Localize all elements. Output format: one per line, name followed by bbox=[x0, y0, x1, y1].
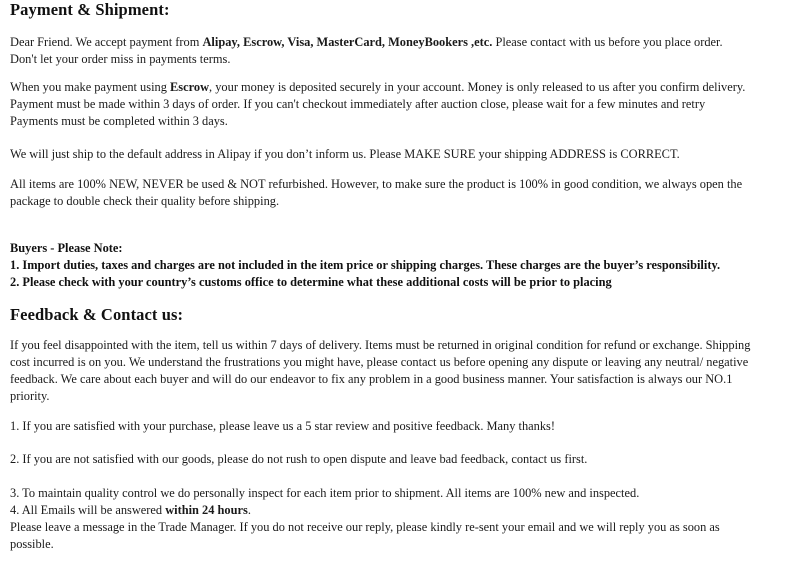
payment-contact-text: Please contact with us before you place order. bbox=[492, 35, 723, 49]
buyers-note-item-1: 1. Import duties, taxes and charges are not included in the item price or shipping charges. These charges are the buyer’s responsibility. bbox=[10, 258, 721, 272]
feedback-item-4-text bbox=[10, 502, 778, 519]
feedback-policy-line-1: If you feel disappointed with the item, tell us within 7 days of delivery. Items must be returned in original condition for refund or exchange. Shipping bbox=[10, 338, 751, 352]
item-condition-paragraph bbox=[10, 176, 778, 210]
escrow-line bbox=[10, 79, 778, 96]
feedback-policy-paragraph bbox=[10, 337, 778, 405]
feedback-policy-line-3: feedback. We care about each buyer and will do our endeavor to fix any problem in a good business manner. Your satisfaction is always our NO.1 bbox=[10, 372, 733, 386]
buyers-note-item-2: 2. Please check with your country’s customs office to determine what these additional costs will be prior to placing bbox=[10, 275, 612, 289]
feedback-item-1 bbox=[10, 418, 778, 435]
feedback-items-final-block bbox=[10, 485, 778, 553]
payment-shipment-heading: Payment & Shipment: bbox=[10, 0, 170, 19]
feedback-item-1-text: 1. If you are satisfied with your purchase, please leave us a 5 star review and positive feedback. Many thanks! bbox=[10, 419, 556, 433]
email-answer-timeframe: within 24 hours bbox=[165, 503, 248, 517]
feedback-contact-heading: Feedback & Contact us: bbox=[10, 305, 184, 324]
email-answer-period: . bbox=[247, 503, 251, 517]
email-answer-text: 4. All Emails will be answered bbox=[10, 503, 166, 517]
trade-manager-line-2: possible. bbox=[10, 537, 54, 551]
payment-terms-line: Don't let your order miss in payments terms. bbox=[10, 52, 231, 66]
buyers-note-block bbox=[10, 240, 720, 291]
payment-methods-line bbox=[10, 34, 778, 51]
payment-methods-list: Alipay, Escrow, Visa, MasterCard, MoneyBookers ,etc. bbox=[202, 35, 493, 49]
quality-check-line: package to double check their quality before shipping. bbox=[10, 194, 280, 208]
escrow-term: Escrow bbox=[170, 80, 210, 94]
payment-intro-text: Dear Friend. We accept payment from bbox=[10, 35, 203, 49]
escrow-paragraph bbox=[10, 79, 778, 130]
item-condition-line: All items are 100% NEW, NEVER be used & NOT refurbished. However, to make sure the product is 100% in good condition, we always open the bbox=[10, 177, 743, 191]
escrow-detail-text: , your money is deposited securely in your account. Money is only released to us after you confirm delivery. bbox=[209, 80, 746, 94]
feedback-item-3-text: 3. To maintain quality control we do personally inspect for each item prior to shipment. All items are 100% new and inspected. bbox=[10, 486, 640, 500]
feedback-item-2 bbox=[10, 451, 778, 468]
payment-methods-paragraph bbox=[10, 34, 778, 68]
feedback-policy-line-4: priority. bbox=[10, 389, 50, 403]
feedback-item-2-text: 2. If you are not satisfied with our goods, please do not rush to open dispute and leave bad feedback, contact us first. bbox=[10, 452, 588, 466]
buyers-note-title: Buyers - Please Note: bbox=[10, 241, 123, 255]
feedback-policy-line-2: cost incurred is on you. We understand the frustrations you might have, please contact us before opening any dispute or leaving any neutral/ negative bbox=[10, 355, 749, 369]
payment-complete-line: Payments must be completed within 3 days. bbox=[10, 114, 228, 128]
escrow-intro-text: When you make payment using bbox=[10, 80, 171, 94]
shipping-address-line: We will just ship to the default address in Alipay if you don’t inform us. Please MAKE SURE your shipping ADDRESS is CORRECT. bbox=[10, 147, 680, 161]
shipping-address-paragraph bbox=[10, 146, 778, 163]
trade-manager-line-1: Please leave a message in the Trade Manager. If you do not receive our reply, please kindly re-sent your email and we will reply you as soon as bbox=[10, 520, 720, 534]
payment-deadline-line: Payment must be made within 3 days of order. If you can't checkout immediately after auction close, please wait for a few minutes and retry bbox=[10, 97, 706, 111]
